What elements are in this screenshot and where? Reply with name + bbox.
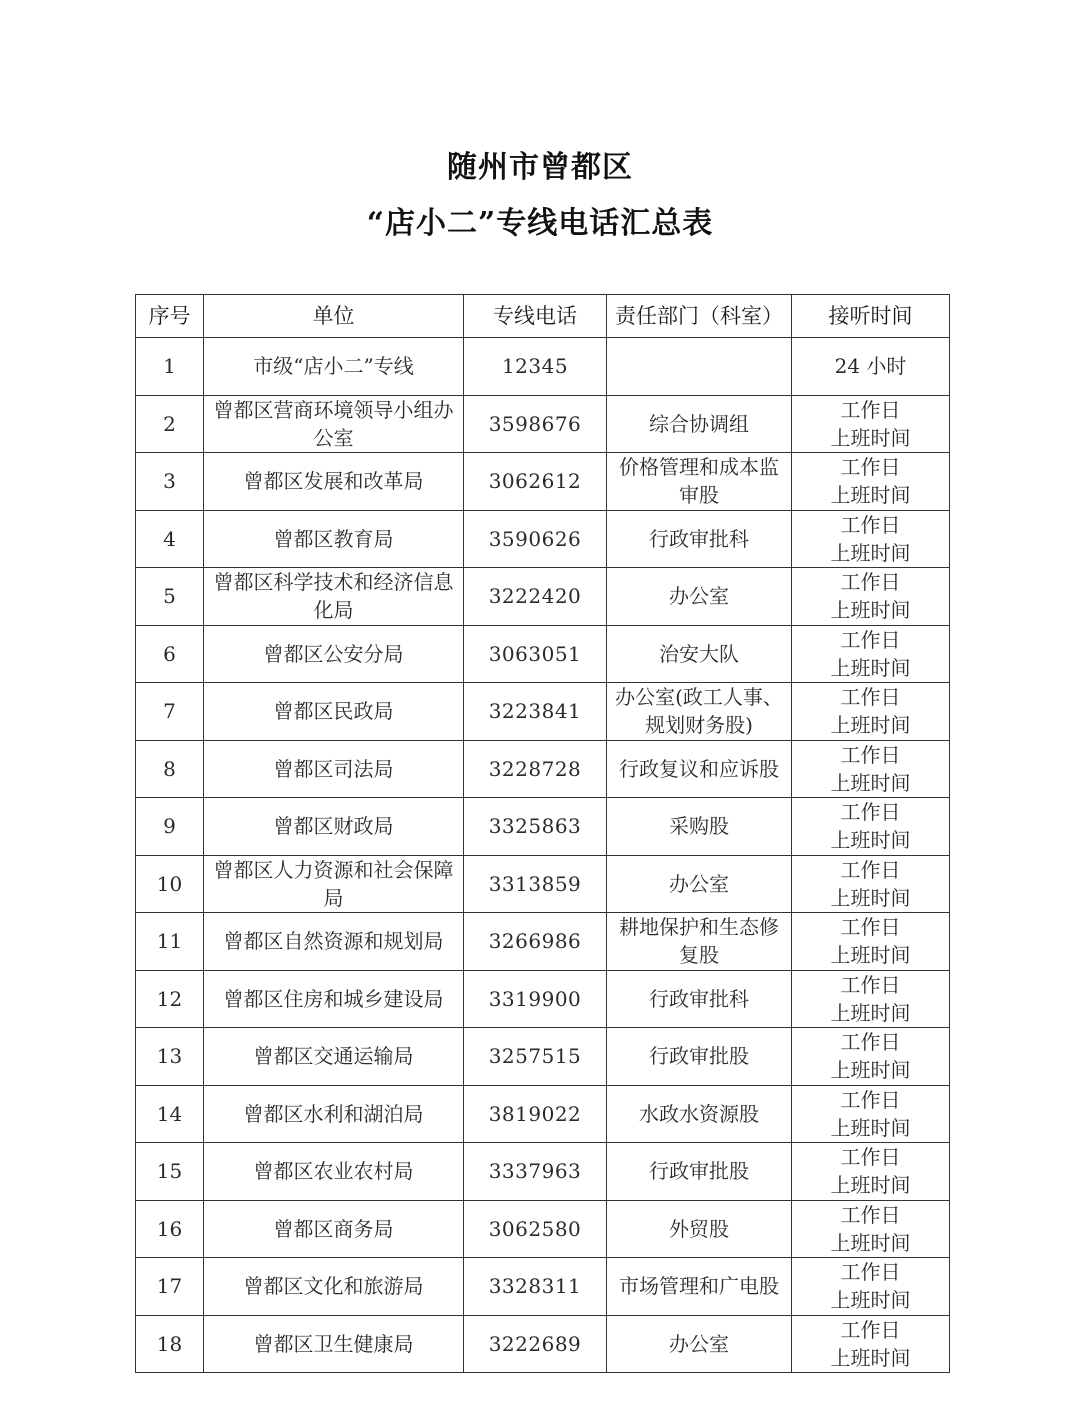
cell-seq-no: 5 (136, 568, 204, 626)
answer-time-line2: 上班时间 (830, 425, 911, 450)
cell-unit: 曾都区水利和湖泊局 (204, 1085, 464, 1143)
answer-time-line1: 工作日 (840, 915, 901, 940)
cell-answer-time (792, 1143, 950, 1201)
cell-answer-time (792, 798, 950, 856)
table-row (136, 1028, 950, 1086)
answer-time-line2: 上班时间 (830, 483, 911, 508)
cell-seq-no: 7 (136, 683, 204, 741)
table-row (136, 568, 950, 626)
cell-unit: 曾都区发展和改革局 (204, 453, 464, 511)
cell-unit: 市级“店小二”专线 (204, 338, 464, 396)
cell-answer-time (792, 855, 950, 913)
cell-responsible-dept (607, 338, 792, 396)
answer-time-line2: 上班时间 (830, 1058, 911, 1083)
cell-hotline-phone: 3062612 (464, 453, 607, 511)
answer-time-line2: 上班时间 (830, 1230, 911, 1255)
answer-time-line1: 工作日 (840, 972, 901, 997)
cell-seq-no: 11 (136, 913, 204, 971)
header-answer-time: 接听时间 (792, 295, 950, 338)
answer-time-line2: 上班时间 (830, 1000, 911, 1025)
cell-answer-time (792, 338, 950, 396)
cell-hotline-phone: 3063051 (464, 625, 607, 683)
answer-time-line2: 上班时间 (830, 598, 911, 623)
cell-unit: 曾都区科学技术和经济信息化局 (204, 568, 464, 626)
cell-answer-time (792, 568, 950, 626)
table-row (136, 855, 950, 913)
cell-unit: 曾都区住房和城乡建设局 (204, 970, 464, 1028)
cell-seq-no: 10 (136, 855, 204, 913)
header-seq-no: 序号 (136, 295, 204, 338)
cell-responsible-dept: 办公室 (607, 855, 792, 913)
answer-time-line2: 上班时间 (830, 1173, 911, 1198)
cell-seq-no: 14 (136, 1085, 204, 1143)
cell-unit: 曾都区文化和旅游局 (204, 1258, 464, 1316)
cell-hotline-phone: 3598676 (464, 395, 607, 453)
cell-responsible-dept: 办公室 (607, 568, 792, 626)
cell-responsible-dept: 耕地保护和生态修复股 (607, 913, 792, 971)
cell-hotline-phone: 3228728 (464, 740, 607, 798)
cell-hotline-phone: 3266986 (464, 913, 607, 971)
table-row (136, 510, 950, 568)
cell-answer-time (792, 625, 950, 683)
answer-time-line2: 上班时间 (830, 1288, 911, 1313)
cell-answer-time (792, 1028, 950, 1086)
hotline-summary-table (135, 294, 950, 1373)
cell-unit: 曾都区人力资源和社会保障局 (204, 855, 464, 913)
cell-responsible-dept: 办公室(政工人事、规划财务股) (607, 683, 792, 741)
cell-responsible-dept: 行政复议和应诉股 (607, 740, 792, 798)
table-row (136, 970, 950, 1028)
answer-time-line2: 上班时间 (830, 885, 911, 910)
cell-hotline-phone: 3222420 (464, 568, 607, 626)
cell-seq-no: 6 (136, 625, 204, 683)
table-row (136, 1258, 950, 1316)
cell-hotline-phone: 3319900 (464, 970, 607, 1028)
answer-time-line2: 上班时间 (830, 655, 911, 680)
cell-seq-no: 13 (136, 1028, 204, 1086)
cell-responsible-dept: 行政审批股 (607, 1143, 792, 1201)
table-row (136, 338, 950, 396)
cell-answer-time (792, 510, 950, 568)
cell-unit: 曾都区司法局 (204, 740, 464, 798)
answer-time-line1: 工作日 (840, 1145, 901, 1170)
cell-responsible-dept: 行政审批股 (607, 1028, 792, 1086)
answer-time-line1: 工作日 (840, 1202, 901, 1227)
answer-time-line1: 工作日 (840, 512, 901, 537)
cell-hotline-phone: 3325863 (464, 798, 607, 856)
cell-seq-no: 9 (136, 798, 204, 856)
cell-seq-no: 2 (136, 395, 204, 453)
answer-time-line1: 工作日 (840, 742, 901, 767)
answer-time-line1: 工作日 (840, 570, 901, 595)
cell-seq-no: 17 (136, 1258, 204, 1316)
cell-responsible-dept: 行政审批科 (607, 510, 792, 568)
cell-unit: 曾都区自然资源和规划局 (204, 913, 464, 971)
cell-seq-no: 4 (136, 510, 204, 568)
table-row (136, 1200, 950, 1258)
cell-answer-time (792, 1085, 950, 1143)
answer-time-line2: 上班时间 (830, 1115, 911, 1140)
cell-hotline-phone: 12345 (464, 338, 607, 396)
cell-seq-no: 16 (136, 1200, 204, 1258)
cell-hotline-phone: 3819022 (464, 1085, 607, 1143)
cell-answer-time (792, 453, 950, 511)
answer-time-line2: 上班时间 (830, 540, 911, 565)
cell-unit: 曾都区商务局 (204, 1200, 464, 1258)
cell-responsible-dept: 价格管理和成本监审股 (607, 453, 792, 511)
table-row (136, 1085, 950, 1143)
cell-seq-no: 15 (136, 1143, 204, 1201)
page-subtitle: “店小二”专线电话汇总表 (366, 206, 714, 241)
cell-responsible-dept: 行政审批科 (607, 970, 792, 1028)
cell-hotline-phone: 3223841 (464, 683, 607, 741)
cell-responsible-dept: 办公室 (607, 1315, 792, 1373)
table-body (136, 338, 950, 1373)
answer-time-line1: 工作日 (840, 397, 901, 422)
cell-unit: 曾都区财政局 (204, 798, 464, 856)
cell-responsible-dept: 外贸股 (607, 1200, 792, 1258)
answer-time-line1: 工作日 (840, 800, 901, 825)
cell-hotline-phone: 3257515 (464, 1028, 607, 1086)
cell-unit: 曾都区交通运输局 (204, 1028, 464, 1086)
cell-unit: 曾都区公安分局 (204, 625, 464, 683)
table-row (136, 740, 950, 798)
answer-time-line1: 工作日 (840, 1030, 901, 1055)
cell-unit: 曾都区农业农村局 (204, 1143, 464, 1201)
cell-unit: 曾都区教育局 (204, 510, 464, 568)
cell-seq-no: 1 (136, 338, 204, 396)
cell-hotline-phone: 3328311 (464, 1258, 607, 1316)
cell-hotline-phone: 3313859 (464, 855, 607, 913)
answer-time-line2: 上班时间 (830, 770, 911, 795)
cell-responsible-dept: 水政水资源股 (607, 1085, 792, 1143)
cell-answer-time (792, 913, 950, 971)
header-responsible-dept: 责任部门（科室） (607, 295, 792, 338)
answer-time-line1: 工作日 (840, 857, 901, 882)
cell-hotline-phone: 3337963 (464, 1143, 607, 1201)
answer-time-line1: 工作日 (840, 1260, 901, 1285)
answer-time-line1: 工作日 (840, 455, 901, 480)
answer-time-line1: 工作日 (840, 627, 901, 652)
table-header-row (136, 295, 950, 338)
answer-time-line1: 工作日 (840, 1087, 901, 1112)
cell-answer-time (792, 683, 950, 741)
answer-time-line2: 上班时间 (830, 1345, 911, 1370)
cell-answer-time (792, 395, 950, 453)
answer-time-line1: 工作日 (840, 685, 901, 710)
cell-responsible-dept: 综合协调组 (607, 395, 792, 453)
cell-hotline-phone: 3222689 (464, 1315, 607, 1373)
table-row (136, 913, 950, 971)
table-row (136, 1143, 950, 1201)
cell-responsible-dept: 采购股 (607, 798, 792, 856)
cell-unit: 曾都区卫生健康局 (204, 1315, 464, 1373)
header-unit: 单位 (204, 295, 464, 338)
cell-unit: 曾都区民政局 (204, 683, 464, 741)
answer-time-line1: 工作日 (840, 1317, 901, 1342)
cell-unit: 曾都区营商环境领导小组办公室 (204, 395, 464, 453)
cell-seq-no: 12 (136, 970, 204, 1028)
answer-time-line1: 24 小时 (834, 354, 907, 379)
table-row (136, 1315, 950, 1373)
table-row (136, 683, 950, 741)
cell-responsible-dept: 治安大队 (607, 625, 792, 683)
table-row (136, 798, 950, 856)
answer-time-line2: 上班时间 (830, 828, 911, 853)
cell-answer-time (792, 1258, 950, 1316)
table-row (136, 625, 950, 683)
table-row (136, 453, 950, 511)
cell-answer-time (792, 1315, 950, 1373)
header-hotline-phone: 专线电话 (464, 295, 607, 338)
page-title: 随州市曾都区 (447, 150, 633, 185)
cell-hotline-phone: 3590626 (464, 510, 607, 568)
table-row (136, 395, 950, 453)
cell-answer-time (792, 1200, 950, 1258)
cell-answer-time (792, 970, 950, 1028)
cell-answer-time (792, 740, 950, 798)
answer-time-line2: 上班时间 (830, 943, 911, 968)
cell-seq-no: 18 (136, 1315, 204, 1373)
cell-hotline-phone: 3062580 (464, 1200, 607, 1258)
cell-responsible-dept: 市场管理和广电股 (607, 1258, 792, 1316)
cell-seq-no: 8 (136, 740, 204, 798)
answer-time-line2: 上班时间 (830, 713, 911, 738)
cell-seq-no: 3 (136, 453, 204, 511)
